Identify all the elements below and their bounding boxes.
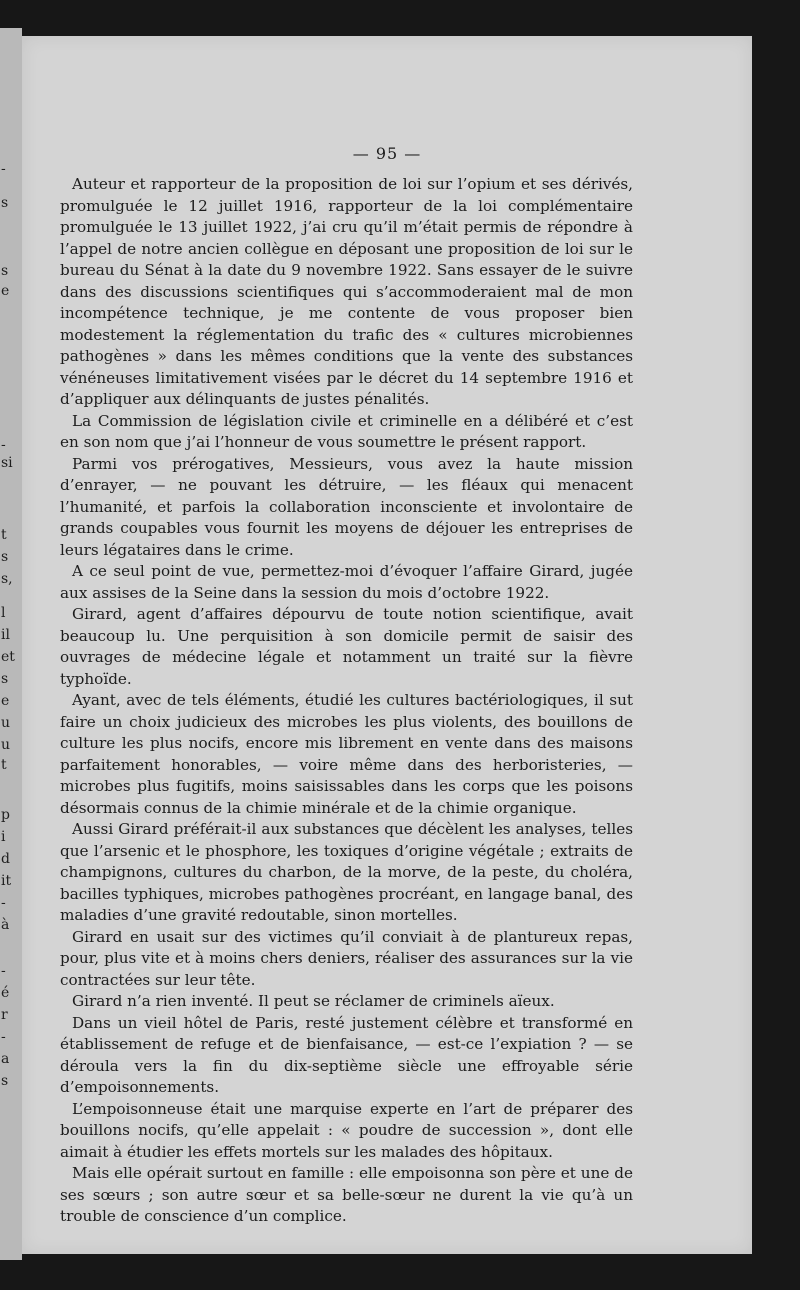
paragraph: Girard, agent d’affaires dépourvu de toute notion scientifique, avait beaucoup lu. Une perquisition à son domicile permit de saisir des ouvrages de médecine légale et notamment un traité sur la fièvre typhoïde. xyxy=(60,605,633,688)
margin-fragment: s xyxy=(1,1073,9,1089)
margin-fragment: - xyxy=(1,895,6,911)
paragraph: Ayant, avec de tels éléments, étudié les cultures bactériologiques, il sut faire un choix judicieux des microbes les plus violents, des bouillons de culture les plus nocifs, encore mis librement en vente dans des maisons parfaitement honorables, — voire même dans des herboristeries, — microbes plus fugitifs, moins saisissables dans les corps que les poisons désormais connus de la chimie minérale et de la chimie organique. xyxy=(60,691,633,817)
margin-fragment: l xyxy=(1,605,6,621)
margin-fragment: à xyxy=(1,917,10,933)
margin-fragment: p xyxy=(1,807,10,823)
paragraph: Parmi vos prérogatives, Messieurs, vous avez la haute mission d’enrayer, — ne pouvant les détruire, — les fléaux qui menacent l’humanité, et parfois la collaboration inconsciente et involontaire de grands coupables vous fournit les moyens de déjouer les entreprises de leurs légataires dans le crime. xyxy=(60,454,633,559)
margin-fragment: s xyxy=(1,549,9,565)
paragraph: Auteur et rapporteur de la proposition de loi sur l’opium et ses dérivés, promulguée le 12 juillet 1916, rapporteur de la loi complémentaire promulguée le 13 juillet 1922, j’ai cru qu’il m’était permis de répondre à l’appel de notre ancien collègue en déposant une proposition de loi sur le bureau du Sénat à la date du 9 novembre 1922. Sans essayer de le suivre dans des discussions scientifiques qui s’accommoderaient mal de mon incompétence technique, je me contente de vous proposer bien modestement la réglementation du trafic des « cultures microbiennes pathogènes » dans les mêmes conditions que la vente des substances vénéneuses limitativement visées par le décret du 14 septembre 1916 et d’appliquer aux délinquants de justes pénalités. xyxy=(60,175,633,408)
margin-fragment: - xyxy=(1,1029,6,1045)
margin-fragment: t xyxy=(1,527,7,543)
body-text xyxy=(60,174,633,1228)
paragraph: Aussi Girard préférait-il aux substances que décèlent les analyses, telles que l’arsenic et le phosphore, les toxiques d’origine végétale ; extraits de champignons, cultures du charbon, de la morve, de la peste, du choléra, bacilles typhiques, microbes pathogènes procréant, en langage banal, des maladies d’une gravité redoutable, sinon mortelles. xyxy=(60,820,633,924)
margin-fragment: e xyxy=(1,693,10,709)
paragraph: Girard en usait sur des victimes qu’il conviait à de plantureux repas, pour, plus vite et à moins chers deniers, réaliser des assurances sur la vie contractées sur leur tête. xyxy=(60,927,633,989)
margin-fragment: a xyxy=(1,1051,10,1067)
margin-fragment: t xyxy=(1,757,7,773)
margin-fragment: - xyxy=(1,161,6,177)
margin-fragment: u xyxy=(1,715,11,731)
document-page xyxy=(22,36,752,1254)
page-number: — 95 — xyxy=(352,144,422,163)
margin-fragment: s xyxy=(1,263,9,279)
margin-fragment: - xyxy=(1,437,6,453)
paragraph: A ce seul point de vue, permettez-moi d’évoquer l’affaire Girard, jugée aux assises de la Seine dans la session du mois d’octobre 1922. xyxy=(60,562,633,602)
paragraph: La Commission de législation civile et criminelle en a délibéré et c’est en son nom que j’ai l’honneur de vous soumettre le présent rapport. xyxy=(60,411,633,451)
margin-fragment: u xyxy=(1,737,11,753)
margin-fragment: s xyxy=(1,671,9,687)
margin-fragment: s xyxy=(1,195,9,211)
margin-fragment: é xyxy=(1,985,10,1001)
margin-fragment: i xyxy=(1,829,6,845)
margin-fragment: r xyxy=(1,1007,8,1023)
paragraph: Girard n’a rien inventé. Il peut se réclamer de criminels aïeux. xyxy=(72,992,555,1010)
paragraph: Dans un vieil hôtel de Paris, resté justement célèbre et transformé en établissement de refuge et de bienfaisance, — est-ce l’expiation ? — se déroula vers la fin du dix-septième siècle une effroyable série d’empoisonnements. xyxy=(60,1013,633,1096)
margin-fragment: s, xyxy=(1,571,13,587)
margin-fragment: et xyxy=(1,649,15,665)
margin-fragment: il xyxy=(1,627,10,643)
margin-fragment: - xyxy=(1,963,6,979)
margin-fragment: si xyxy=(1,455,13,471)
margin-fragment: it xyxy=(1,873,12,889)
previous-page-edge xyxy=(0,28,22,1260)
paragraph: Mais elle opérait surtout en famille : elle empoisonna son père et une de ses sœurs ; son autre sœur et sa belle-sœur ne durent la vie qu’à un trouble de conscience d’un complice. xyxy=(60,1164,633,1225)
paragraph: L’empoisonneuse était une marquise experte en l’art de préparer des bouillons nocifs, qu’elle appelait : « poudre de succession », dont elle aimait à étudier les effets mortels sur les malades des hôpitaux. xyxy=(60,1099,633,1161)
margin-fragment: e xyxy=(1,283,10,299)
margin-fragment: d xyxy=(1,851,10,867)
